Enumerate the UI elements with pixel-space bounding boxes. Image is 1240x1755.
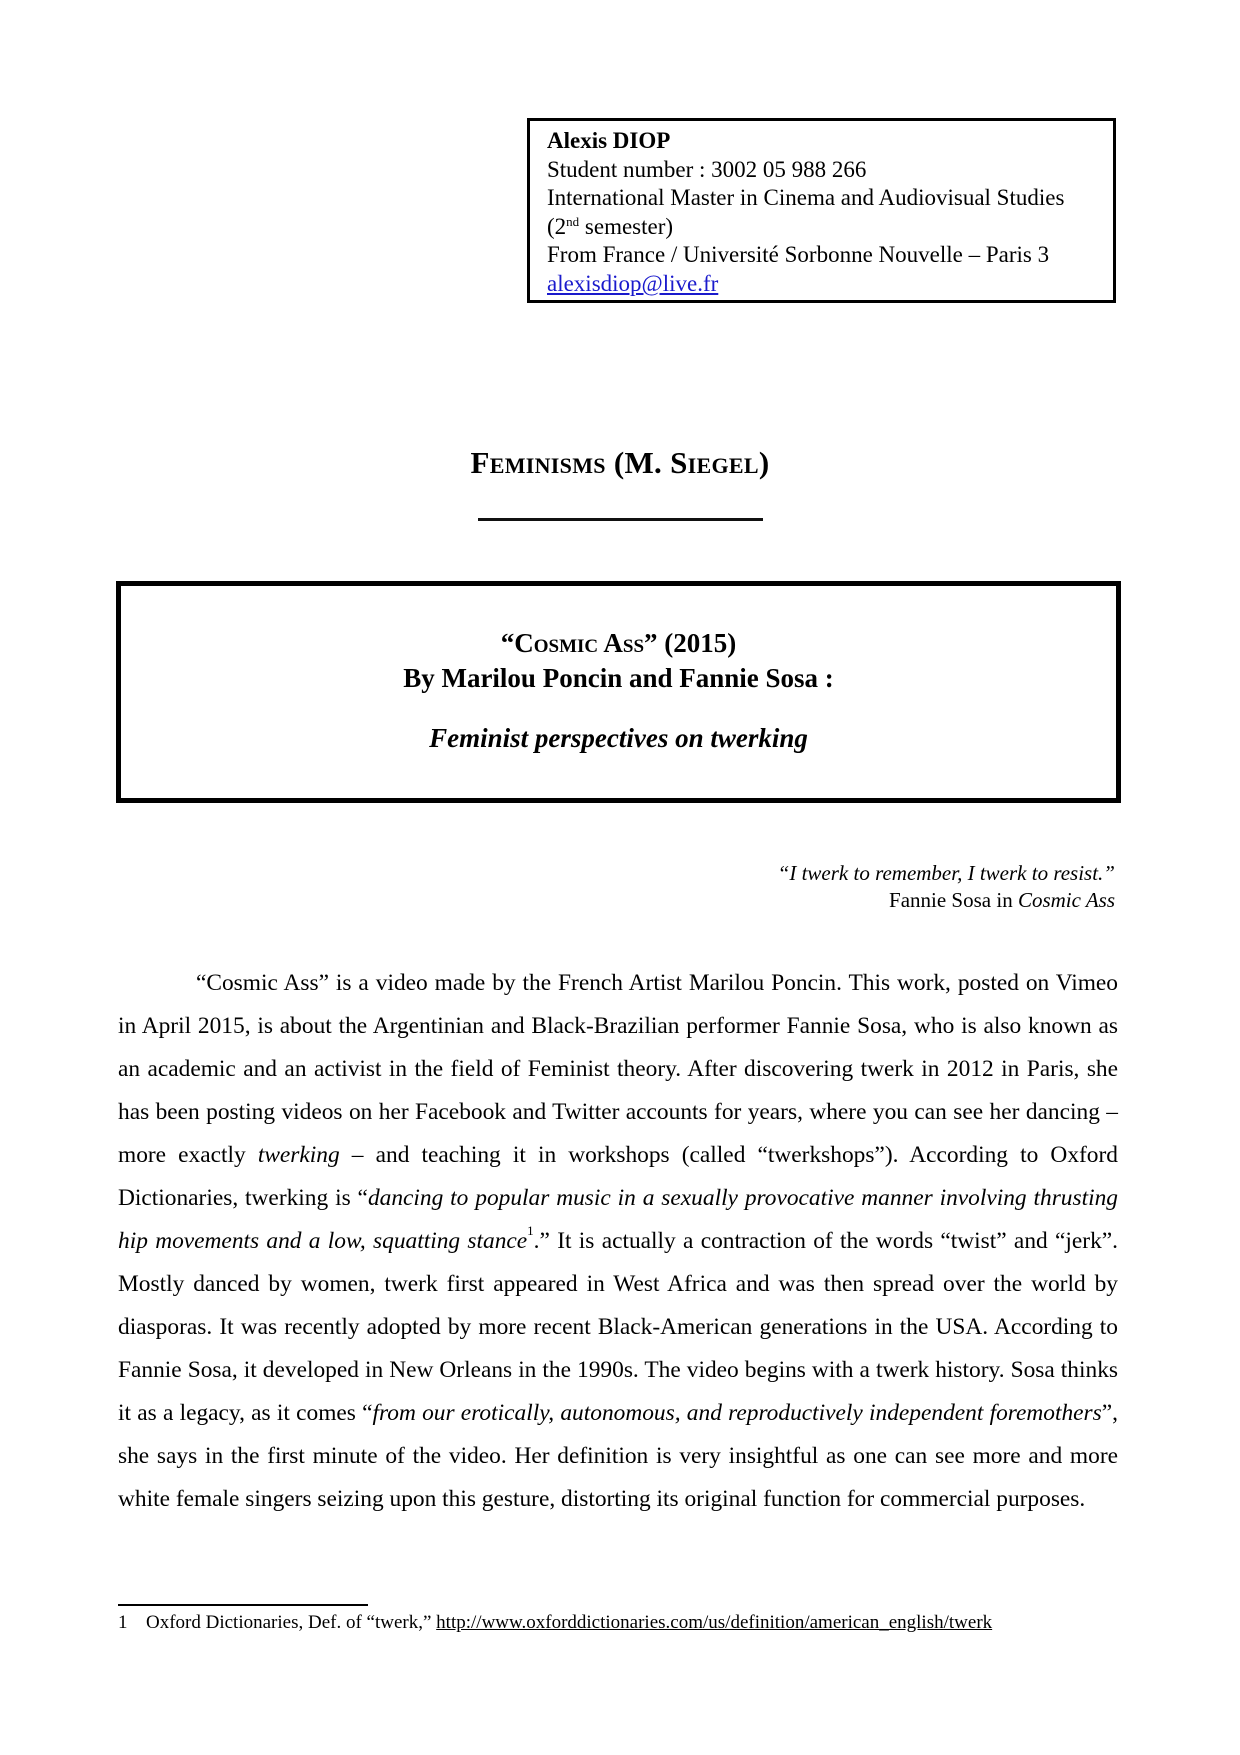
university: From France / Université Sorbonne Nouvelle – Paris 3	[547, 242, 1050, 268]
body-text: .” It is actually a contraction of the words “twist” and “jerk”. Mostly danced by women, twerk first appeared in West Africa and was then spread over the world by diasporas. It was recently adopted by more recent Black-American generations in the USA. According to Fannie Sosa, it developed in New Orleans in the 1990s. The video begins with a twerk history. Sosa thinks it as a legacy, as it comes “	[118, 1228, 1118, 1426]
epigraph	[778, 860, 1115, 914]
body-sosa-quote: from our erotically, autonomous, and reproductively independent foremothers	[372, 1400, 1102, 1426]
work-title: Cosmic Ass	[514, 628, 645, 658]
course-title-rule	[478, 518, 763, 521]
footnote-reference[interactable]: 1	[527, 1223, 534, 1238]
student-number: Student number : 3002 05 988 266	[547, 156, 867, 182]
essay-byline: By Marilou Poncin and Fannie Sosa :	[403, 663, 834, 693]
attribution-author: Fannie Sosa in	[889, 888, 1018, 912]
program-name: International Master in Cinema and Audiovisual Studies	[547, 185, 1065, 211]
essay-subtitle: Feminist perspectives on twerking	[429, 723, 808, 753]
essay-title	[121, 628, 1116, 659]
essay-title-box	[116, 581, 1121, 803]
body-text: ”, she says in the first minute of the video. Her definition is very insightful as one can see more and more white female singers seizing upon this gesture, distorting its original function for commercial purposes.	[118, 1400, 1118, 1512]
author-name: Alexis DIOP	[547, 128, 671, 153]
body-text: – and teaching it in workshops (called “twerkshops”). According to Oxford Dictionaries, twerking is “	[118, 1142, 1118, 1211]
author-info-box	[527, 118, 1116, 303]
footnote-number: 1	[118, 1612, 128, 1633]
footnote	[118, 1611, 992, 1635]
semester	[547, 213, 1113, 242]
title-year: ” (2015)	[644, 628, 737, 658]
email-link[interactable]: alexisdiop@live.fr	[547, 270, 719, 296]
course-title: Feminisms (M. Siegel)	[470, 445, 770, 480]
attribution-work: Cosmic Ass	[1017, 888, 1115, 912]
epigraph-attribution	[778, 887, 1115, 914]
title-open-quote: “	[500, 628, 515, 658]
body-text: “Cosmic Ass” is a video made by the French Artist Marilou Poncin. This work, posted on Vimeo in April 2015, is about the Argentinian and Black-Brazilian performer Fannie Sosa, who is also known as an academic and an activist in the field of Feminist theory. After discovering twerk in 2012 in Paris, she has been posting videos on her Facebook and Twitter accounts for years, where you can see her dancing – more exactly	[118, 970, 1118, 1168]
footnote-url-link[interactable]: http://www.oxforddictionaries.com/us/definition/american_english/twerk	[436, 1612, 993, 1633]
footnote-text: Oxford Dictionaries, Def. of “twerk,”	[146, 1612, 437, 1633]
footnote-separator	[118, 1604, 368, 1606]
body-paragraph	[118, 962, 1118, 1521]
body-emphasis-twerking: twerking	[257, 1142, 340, 1168]
semester-ordinal-suffix: nd	[566, 213, 580, 229]
semester-suffix: semester)	[579, 213, 674, 239]
semester-prefix: (2	[547, 213, 567, 239]
body-definition-quote: dancing to popular music in a sexually provocative manner involving thrusting hip movements and a low, squatting stance	[118, 1185, 1118, 1254]
epigraph-quote: “I twerk to remember, I twerk to resist.”	[777, 861, 1115, 885]
